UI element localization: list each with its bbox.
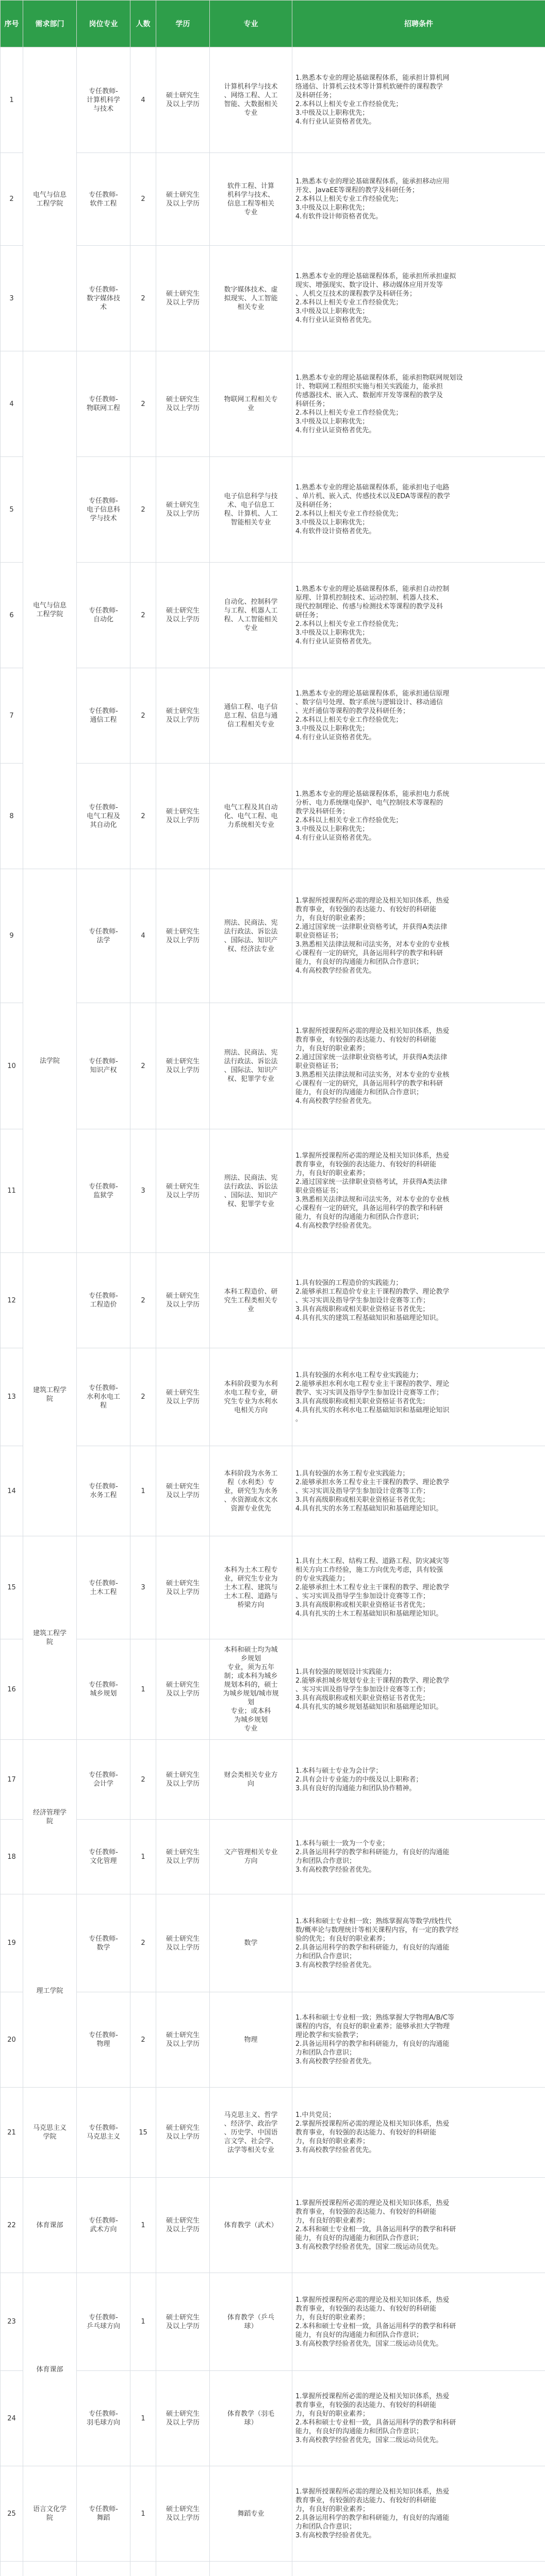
department-cell: 马克思主义 学院 [23, 2088, 77, 2178]
count-cell: 2 [130, 1253, 156, 1348]
requirements-cell: 1.熟悉本专业的理论基础课程体系，能承担移动应用 开发、JavaEE等课程的教学及科研任务； 2.本科以上相关专业工作经验优先； 3.中级及以上职称优先； 4.有软件设计师资格者优先。 [292, 153, 545, 246]
department-cell: 体育课部 [23, 2273, 77, 2466]
count-cell: 1 [130, 2371, 156, 2466]
requirements-cell: 1.熟悉本专业的理论基础课程体系，能承担电子电路 、单片机、嵌入式、传感技术以及EDA等课程的教学 及科研任务； 2.本科以上相关专业工作经验优先； 3.中级及以上职称优先； 4.有软件设计资格者优先。 [292, 457, 545, 563]
post-cell: 专任教师- 水利水电工 程 [77, 1348, 130, 1446]
education-cell: 硕士研究生 及以上学历 [156, 563, 210, 668]
table-row [1, 457, 545, 563]
count-cell: 1 [130, 2273, 156, 2371]
header-no: 序号 [1, 1, 23, 47]
post-cell: 专任教师- 舞蹈 [77, 2466, 130, 2562]
post-cell: 专任教师- 监狱学 [77, 1129, 130, 1253]
count-cell: 1 [130, 1820, 156, 1894]
table-row [1, 2371, 545, 2466]
table-row [1, 1003, 545, 1129]
education-cell: 硕士研究生 及以上学历 [156, 869, 210, 1003]
major-cell: 物联网工程相关专 业 [210, 351, 292, 457]
table-header-row [1, 1, 545, 47]
education-cell: 硕士研究生 及以上学历 [156, 1639, 210, 1740]
education-cell: 硕士研究生 及以上学历 [156, 2273, 210, 2371]
count-cell: 1 [130, 2466, 156, 2562]
row-number: 19 [1, 1894, 23, 1992]
row-number: 21 [1, 2088, 23, 2178]
row-number: 20 [1, 1992, 23, 2088]
department-cell: 语言文化学 院 [23, 2466, 77, 2562]
table-row [1, 1253, 545, 1348]
major-cell: 自动化、控制科学 与工程、机器人工 程、人工智能相关 专业 [210, 563, 292, 668]
post-cell: 专任教师- 数字媒体技 术 [77, 246, 130, 351]
header-major: 专业 [210, 1, 292, 47]
major-cell: 舞蹈专业 [210, 2466, 292, 2562]
post-cell: 专任教师- 武术方向 [77, 2178, 130, 2273]
education-cell: 硕士研究生 及以上学历 [156, 2088, 210, 2178]
education-cell [156, 2562, 210, 2576]
row-number: 16 [1, 1639, 23, 1740]
post-cell: 专任教师- 知识产权 [77, 1003, 130, 1129]
education-cell: 硕士研究生 及以上学历 [156, 1992, 210, 2088]
requirements-cell: 1.掌握所授课程所必需的理论及相关知识体系，热爱 教育事业，有较强的表达能力、有较好的科研能 力，有良好的职业素养； 2.通过国家统一法律职业资格考试，并获得A类法律 职业资格证书； 3.熟悉相关法律法规和司法实务，对本专业的专业核 心课程有一定的研究，具备运用科学的教学和科研 能力，有良好的沟通能力和团队合作意识； 4.有高校教学经验者优先。 [292, 869, 545, 1003]
row-number: 17 [1, 1740, 23, 1820]
row-number: 23 [1, 2273, 23, 2371]
major-cell: 财会类相关专业方 向 [210, 1740, 292, 1820]
count-cell: 3 [130, 1129, 156, 1253]
department-cell: 电气与信息 工程学院 [23, 351, 77, 869]
header-department: 需求部门 [23, 1, 77, 47]
department-cell: 体育课部 [23, 2178, 77, 2273]
count-cell: 2 [130, 351, 156, 457]
table-row [1, 869, 545, 1003]
count-cell: 2 [130, 1003, 156, 1129]
count-cell: 2 [130, 1348, 156, 1446]
count-cell: 15 [130, 2088, 156, 2178]
table-row [1, 153, 545, 246]
table-body [1, 47, 545, 2576]
post-cell: 专任教师- 计算机科学 与技术 [77, 47, 130, 153]
post-cell: 专任教师- 土木工程 [77, 1536, 130, 1639]
table-row [1, 764, 545, 869]
requirements-cell: 1.具有较强的水务工程专业实践能力； 2.能够承担水务工程专业主干课程的教学、理论教学 、实习实训及指导学生参加设计竞赛等工作； 3.具有高级职称或相关职业资格证书者优先； 4.具有扎实的水务工程基础知识和基础理论知识。 [292, 1446, 545, 1536]
table-row [1, 1894, 545, 1992]
department-cell: 建筑工程学 院 [23, 1536, 77, 1740]
education-cell: 硕士研究生 及以上学历 [156, 47, 210, 153]
count-cell: 3 [130, 1536, 156, 1639]
count-cell: 2 [130, 764, 156, 869]
table-row [1, 351, 545, 457]
table-row [1, 1820, 545, 1894]
requirements-cell: 1.掌握所授课程所必需的理论及相关知识体系，热爱 教育事业，有较强的表达能力、有较好的科研能 力，有良好的职业素养； 2.本科和硕士专业相一致，具备运用科学的教学和科研 能力，有良好的沟通能力和团队合作意识； 3.有高校教学经验者优先，国家二级运动员优先。 [292, 2178, 545, 2273]
post-cell: 专任教师- 物理 [77, 1992, 130, 2088]
requirements-cell: 1.掌握所授课程所必需的理论及相关知识体系，热爱 教育事业，有较强的表达能力、有较好的科研能 力，有良好的职业素养； 2.本科和硕士专业相一致，具备运用科学的教学和科研 能力，有良好的沟通能力和团队合作意识； 3.有高校教学经验者优先，国家二级运动员优先。 [292, 2273, 545, 2371]
table-row [1, 1536, 545, 1639]
major-cell: 本科阶段要为水利 水电工程专业，研 究生专业为水利水 电相关方向 [210, 1348, 292, 1446]
requirements-cell: 1.本科和硕士专业相一致；熟练掌握大学物理A/B/C等 课程的内容，有良好的职业素养；能够承担大学物理 理论教学和实验教学； 2.具备运用科学的教学和科研能力，有良好的沟通能 力和团队合作意识； 3.有高校教学经验者优先。 [292, 1992, 545, 2088]
major-cell: 物理 [210, 1992, 292, 2088]
table-row [1, 246, 545, 351]
education-cell: 硕士研究生 及以上学历 [156, 2466, 210, 2562]
row-number: 15 [1, 1536, 23, 1639]
count-cell: 4 [130, 869, 156, 1003]
post-cell: 专任教师- 电子信息科 学与技术 [77, 457, 130, 563]
major-cell: 软件工程、计算 机科学与技术、 信息工程等相关 专业 [210, 153, 292, 246]
table-row [1, 1992, 545, 2088]
requirements-cell: 1.熟悉本专业的理论基础课程体系，能承担自动控制 原理、计算机控制技术、运动控制、机器人技术、 现代控制理论、传感与检测技术等课程的教学及科 研任务； 2.本科以上相关专业工作经验优先； 3.中级及以上职称优先； 4.有行业认证资格者优先。 [292, 563, 545, 668]
count-cell: 2 [130, 563, 156, 668]
major-cell: 体育教学（乒乓 球） [210, 2273, 292, 2371]
table-row [1, 1129, 545, 1253]
row-number: 10 [1, 1003, 23, 1129]
education-cell: 硕士研究生 及以上学历 [156, 668, 210, 764]
education-cell: 硕士研究生 及以上学历 [156, 1536, 210, 1639]
table-row [1, 2466, 545, 2562]
count-cell: 2 [130, 1894, 156, 1992]
department-cell: 电气与信息 工程学院 [23, 47, 77, 351]
major-cell: 电气工程及其自动 化、电气工程、电 力系统相关专业 [210, 764, 292, 869]
post-cell: 专任教师- 会计学 [77, 1740, 130, 1820]
education-cell: 硕士研究生 及以上学历 [156, 457, 210, 563]
education-cell: 硕士研究生 及以上学历 [156, 351, 210, 457]
count-cell: 2 [130, 153, 156, 246]
requirements-cell: 1.中共党员； 2.掌握所授课程所必需的理论及相关知识体系，热爱 教育事业，有较强的表达能力、有较好的科研能 力，有良好的职业素养； 3.有高校教学经验者优先。 [292, 2088, 545, 2178]
row-number: 18 [1, 1820, 23, 1894]
row-number: 7 [1, 668, 23, 764]
table-row [1, 2088, 545, 2178]
requirements-cell: 1.具有较强的水利水电工程专业实践能力； 2.能够承担水利水电工程专业主干课程的教学、理论 教学、实习实训及指导学生参加设计竞赛等工作； 3.具有高级职称或相关职业资格证书者优先； 4.具有扎实的水利水电工程基础知识和基础理论知识 。 [292, 1348, 545, 1446]
count-cell: 1 [130, 1639, 156, 1740]
row-number: 2 [1, 153, 23, 246]
education-cell: 硕士研究生 及以上学历 [156, 1129, 210, 1253]
education-cell: 硕士研究生 及以上学历 [156, 1446, 210, 1536]
row-number: 4 [1, 351, 23, 457]
row-number: 6 [1, 563, 23, 668]
major-cell: 通信工程、电子信 息工程、信息与通 信工程相关专业 [210, 668, 292, 764]
count-cell [130, 2562, 156, 2576]
requirements-cell: 1.掌握所授课程所必需的理论及相关知识体系，热爱 教育事业，有较强的表达能力、有较好的科研能 力，有良好的职业素养； 2.具备运用科学的教学和科研能力，有良好的沟通能 力和团队合作意识； 3.有高校教学经验者优先。 [292, 2466, 545, 2562]
major-cell: 本科阶段为水务工 程（水利类）专 业，研究生为水务 、水资源或水文水 资源专业优先 [210, 1446, 292, 1536]
requirements-cell: 1.熟悉本专业的理论基础课程体系，能承担所承担虚拟 现实、增强现实、数字设计、移动媒体应用开发等 、人机交互技术的课程教学及科研任务； 2.本科以上相关专业工作经验优先； 3.中级及以上职称优先； 4.有行业认证资格者优先。 [292, 246, 545, 351]
table-row [1, 2562, 545, 2576]
major-cell: 文产管理相关专业 方向 [210, 1820, 292, 1894]
requirements-cell: 1.熟悉本专业的理论基础课程体系，能承担通信原理 、数字信号处理、数字系统与逻辑设计、移动通信 、光纤通信等课程的教学及科研任务； 2.本科以上相关专业工作经验优先； 3.中级及以上职称优先； 4.有行业认证资格者优先。 [292, 668, 545, 764]
department-cell: 理工学院 [23, 1894, 77, 2088]
header-education: 学历 [156, 1, 210, 47]
requirements-cell: 1.掌握所授课程所必需的理论及相关知识体系，热爱 教育事业，有较强的表达能力、有较好的科研能 力，有良好的职业素养； 2.本科和硕士专业相一致，具备运用科学的教学和科研 能力，有良好的沟通能力和团队合作意识； 3.有高校教学经验者优先，国家二级运动员优先。 [292, 2371, 545, 2466]
department-cell: 法学院 [23, 869, 77, 1253]
major-cell: 本科工程造价、研 究生工程类相关专 业 [210, 1253, 292, 1348]
education-cell: 硕士研究生 及以上学历 [156, 1253, 210, 1348]
requirements-cell: 1.本科和硕士专业相一致；熟练掌握高等数学/线性代 数/概率论与数理统计等相关课程内容，有一定的教学经 验的优先；有良好的职业素养； 2.具备运用科学的教学和科研能力，有良好的沟通能 力和团队合作意识； 3.有高校教学经验者优先。 [292, 1894, 545, 1992]
department-cell [23, 2562, 77, 2576]
requirements-cell: 1.本科与硕士专业为会计学； 2.具有会计专业能力的中级及以上职称者； 3.具有良好的沟通能力和团队协作精神。 [292, 1740, 545, 1820]
education-cell: 硕士研究生 及以上学历 [156, 246, 210, 351]
table-row [1, 1639, 545, 1740]
requirements-cell [292, 2562, 545, 2576]
post-cell: 专任教师- 乒乓球方向 [77, 2273, 130, 2371]
table-row [1, 1446, 545, 1536]
count-cell: 2 [130, 246, 156, 351]
table-row [1, 1348, 545, 1446]
table-row [1, 47, 545, 153]
row-number: 25 [1, 2466, 23, 2562]
count-cell: 2 [130, 1740, 156, 1820]
count-cell: 4 [130, 47, 156, 153]
requirements-cell: 1.本科与硕士一致为一个专业； 2.具备运用科学的教学和科研能力，有良好的沟通能 力和团队合作意识； 3.有高校教学经验者优先。 [292, 1820, 545, 1894]
major-cell: 体育教学（羽毛 球） [210, 2371, 292, 2466]
count-cell: 1 [130, 2178, 156, 2273]
requirements-cell: 1.掌握所授课程所必需的理论及相关知识体系，热爱 教育事业，有较强的表达能力、有较好的科研能 力，有良好的职业素养； 2.通过国家统一法律职业资格考试，并获得A类法律 职业资格证书； 3.熟悉相关法律法规和司法实务，对本专业的专业核 心课程有一定的研究，具备运用科学的教学和科研 能力，有良好的沟通能力和团队合作意识； 4.有高校教学经验者优先。 [292, 1003, 545, 1129]
post-cell: 专任教师- 工程造价 [77, 1253, 130, 1348]
post-cell: 专任教师- 羽毛球方向 [77, 2371, 130, 2466]
row-number: 1 [1, 47, 23, 153]
row-number: 24 [1, 2371, 23, 2466]
count-cell: 2 [130, 457, 156, 563]
post-cell: 专任教师- 软件工程 [77, 153, 130, 246]
table-row [1, 668, 545, 764]
row-number: 13 [1, 1348, 23, 1446]
major-cell: 数字媒体技术、虚 拟现实、人工智能 相关专业 [210, 246, 292, 351]
education-cell: 硕士研究生 及以上学历 [156, 2371, 210, 2466]
major-cell: 体育教学（武术） [210, 2178, 292, 2273]
post-cell: 专任教师- 城乡规划 [77, 1639, 130, 1740]
row-number: 14 [1, 1446, 23, 1536]
education-cell: 硕士研究生 及以上学历 [156, 1894, 210, 1992]
post-cell: 专任教师- 通信工程 [77, 668, 130, 764]
education-cell: 硕士研究生 及以上学历 [156, 1740, 210, 1820]
requirements-cell: 1.熟悉本专业的理论基础课程体系，能承担电力系统 分析、电力系统继电保护、电气控制技术等课程的 教学及科研任务； 2.本科以上相关专业工作经验优先； 3.中级及以上职称优先； 4.有行业认证资格者优先。 [292, 764, 545, 869]
major-cell: 数学 [210, 1894, 292, 1992]
department-cell: 经济管理学 院 [23, 1740, 77, 1894]
education-cell: 硕士研究生 及以上学历 [156, 1348, 210, 1446]
education-cell: 硕士研究生 及以上学历 [156, 1003, 210, 1129]
education-cell: 硕士研究生 及以上学历 [156, 1820, 210, 1894]
major-cell: 计算机科学与技术 、网络工程、人工 智能、大数据相关 专业 [210, 47, 292, 153]
major-cell: 马克思主义、哲学 、经济学、政治学 、历史学、中国语 言文学、社会学、 法学等相关专业 [210, 2088, 292, 2178]
post-cell: 专任教师- 文化管理 [77, 1820, 130, 1894]
row-number: 12 [1, 1253, 23, 1348]
post-cell: 专任教师- 数学 [77, 1894, 130, 1992]
requirements-cell: 1.熟悉本专业的理论基础课程体系，能承担物联网规划设 计、物联网工程组织实施与相关实践能力，能承担 传感器技术、嵌入式、数据库开发等课程的教学及 科研任务； 2.本科以上相关专业工作经验优先； 3.中级及以上职称优先； 4.有行业认证资格者优先。 [292, 351, 545, 457]
education-cell: 硕士研究生 及以上学历 [156, 153, 210, 246]
row-number: 3 [1, 246, 23, 351]
requirements-cell: 1.具有土木工程、结构工程、道路工程、防灾减灾等 相关方向工作经验，施工方向优先考虑，具有较强 的专业实践能力； 2.能够承担土木工程专业主干课程的教学、理论教学 、实习实训及指导学生参加设计竞赛等工作； 3.具有高级职称或相关职业资格证书者优先； 4.具有扎实的土木工程基础知识和基础理论知识。 [292, 1536, 545, 1639]
requirements-cell: 1.熟悉本专业的理论基础课程体系，能承担计算机网 络通信、计算机云技术等计算机软硬件的课程教学 及科研任务； 2.本科以上相关专业工作经验优先； 3.中级及以上职称优先； 4.有行业认证资格者优先。 [292, 47, 545, 153]
row-number: 11 [1, 1129, 23, 1253]
major-cell: 刑法、民商法、宪 法行政法、诉讼法 、国际法、知识产 权、犯罪学专业 [210, 1129, 292, 1253]
department-cell: 建筑工程学 院 [23, 1253, 77, 1536]
requirements-cell: 1.具有较强的规划设计实践能力； 2.能够承担城乡规划专业主干课程的教学、理论教学 、实习实训及指导学生参加设计竞赛等工作； 3.具有高级职称或相关职业资格证书者优先； 4.具有扎实的城乡规划基础知识和基础理论知识。 [292, 1639, 545, 1740]
post-cell: 专任教师- 物联网工程 [77, 351, 130, 457]
table-row [1, 1740, 545, 1820]
requirements-cell: 1.具有较强的工程造价的实践能力； 2.能够承担工程造价专业主干课程的教学、理论教学 、实习实训及指导学生参加设计竞赛等工作； 3.具有高级职称或相关职业资格证书者优先； 4.具有扎实的建筑工程基础知识和基础理论知识。 [292, 1253, 545, 1348]
header-requirements: 招聘条件 [292, 1, 545, 47]
count-cell: 2 [130, 1992, 156, 2088]
major-cell: 本科为土木工程专 业，研究生专业为 土木工程、建筑与 土木工程、道路与 桥梁方向 [210, 1536, 292, 1639]
table-row [1, 2178, 545, 2273]
post-cell: 专任教师- 法学 [77, 869, 130, 1003]
major-cell [210, 2562, 292, 2576]
header-count: 人数 [130, 1, 156, 47]
post-cell [77, 2562, 130, 2576]
count-cell: 2 [130, 668, 156, 764]
table-row [1, 2273, 545, 2371]
education-cell: 硕士研究生 及以上学历 [156, 2178, 210, 2273]
table-row [1, 563, 545, 668]
major-cell: 刑法、民商法、宪 法行政法、诉讼法 、国际法、知识产 权、犯罪学专业 [210, 1003, 292, 1129]
post-cell: 专任教师- 水务工程 [77, 1446, 130, 1536]
requirements-cell: 1.掌握所授课程所必需的理论及相关知识体系，热爱 教育事业，有较强的表达能力、有较好的科研能 力，有良好的职业素养； 2.通过国家统一法律职业资格考试，并获得A类法律 职业资格证书； 3.熟悉相关法律法规和司法实务，对本专业的专业核 心课程有一定的研究，具备运用科学的教学和科研 能力，有良好的沟通能力和团队合作意识； 4.有高校教学经验者优先。 [292, 1129, 545, 1253]
row-number: 8 [1, 764, 23, 869]
row-number: 22 [1, 2178, 23, 2273]
post-cell: 专任教师- 电气工程及 其自动化 [77, 764, 130, 869]
row-number [1, 2562, 23, 2576]
header-post: 岗位专业 [77, 1, 130, 47]
row-number: 9 [1, 869, 23, 1003]
major-cell: 电子信息科学与技 术、电子信息工 程、计算机、人工 智能相关专业 [210, 457, 292, 563]
major-cell: 刑法、民商法、宪 法行政法、诉讼法 、国际法、知识产 权、经济法专业 [210, 869, 292, 1003]
major-cell: 本科和硕士均为城 乡规划 专业，须为五年 制；或本科为城乡 规划本科的，硕士 为城乡规划/城市规 划 专业；或本科 为城乡规划 专业 [210, 1639, 292, 1740]
education-cell: 硕士研究生 及以上学历 [156, 764, 210, 869]
count-cell: 1 [130, 1446, 156, 1536]
row-number: 5 [1, 457, 23, 563]
post-cell: 专任教师- 马克思主义 [77, 2088, 130, 2178]
post-cell: 专任教师- 自动化 [77, 563, 130, 668]
